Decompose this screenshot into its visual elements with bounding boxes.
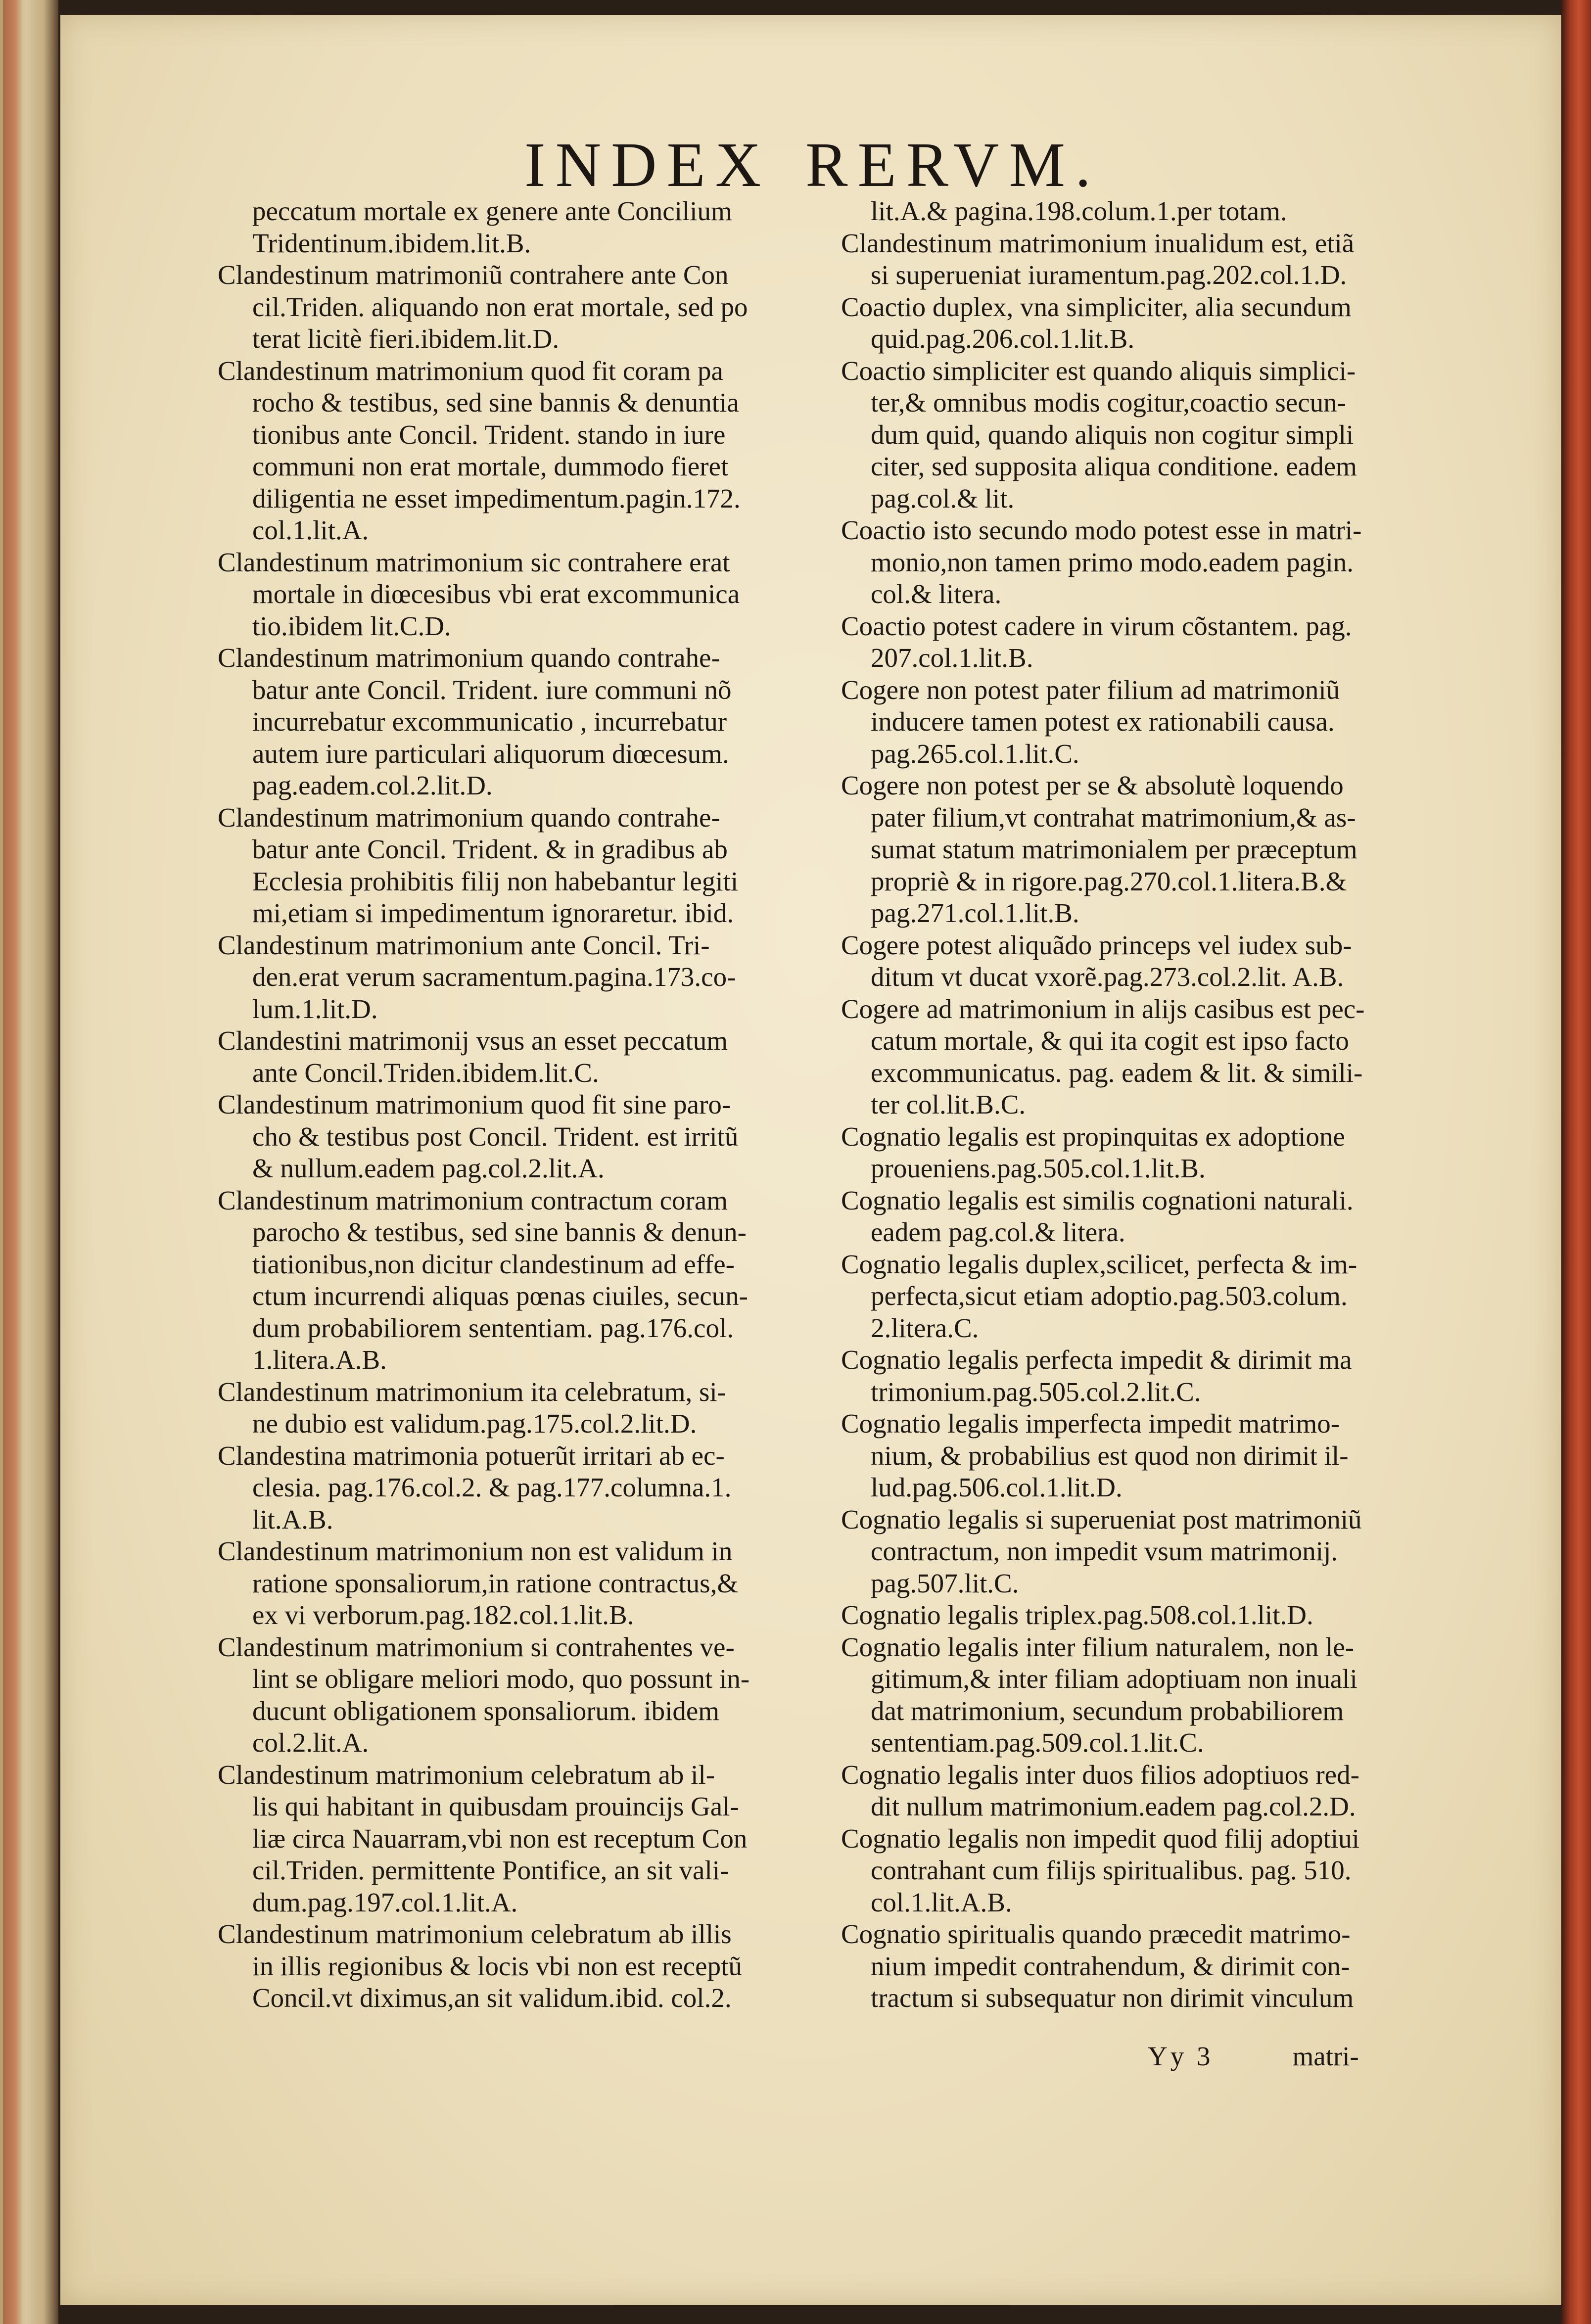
- index-line: Clandestinum matrimonium quando contrahe-: [218, 643, 720, 673]
- index-line: Coactio simpliciter est quando aliquis simplici-: [841, 355, 1356, 386]
- index-line: perfecta,sicut etiam adoptio.pag.503.colum.: [871, 1281, 1348, 1311]
- index-line: Cognatio legalis inter filium naturalem, non le-: [841, 1631, 1355, 1662]
- red-fore-edge: [1561, 0, 1591, 2324]
- index-line: ex vi verborum.pag.182.col.1.lit.B.: [252, 1600, 634, 1630]
- index-line: Cognatio legalis non impedit quod filij adoptiui: [841, 1823, 1359, 1854]
- index-line: Cognatio legalis triplex.pag.508.col.1.lit.D.: [841, 1600, 1313, 1630]
- index-line: lis qui habitant in quibusdam prouincijs Gal-: [252, 1791, 739, 1821]
- index-line: ducunt obligationem sponsaliorum. ibidem: [252, 1695, 720, 1726]
- index-line: in illis regionibus & locis vbi non est receptũ: [252, 1951, 742, 1981]
- index-line: ratione sponsaliorum,in ratione contractus,&: [252, 1568, 739, 1598]
- index-line: Clandestinum matrimonium contractum coram: [218, 1185, 728, 1215]
- index-line: Cognatio spiritualis quando præcedit matrimo-: [841, 1919, 1351, 1949]
- index-line: sententiam.pag.509.col.1.lit.C.: [871, 1727, 1204, 1758]
- index-line: Cognatio legalis imperfecta impedit matrimo-: [841, 1408, 1340, 1439]
- index-line: Clandestinum matrimonium non est validum in: [218, 1536, 733, 1566]
- index-line: tractum si subsequatur non dirimit vinculum: [871, 1983, 1354, 2013]
- index-line: quid.pag.206.col.1.lit.B.: [871, 324, 1135, 354]
- index-line: dit nullum matrimonium.eadem pag.col.2.D.: [871, 1791, 1356, 1821]
- index-line: mortale in diœcesibus vbi erat excommunica: [252, 579, 740, 609]
- index-line: inducere tamen potest ex rationabili causa.: [871, 706, 1335, 737]
- index-line: 2.litera.C.: [871, 1312, 979, 1343]
- index-line: Coactio duplex, vna simpliciter, alia secundum: [841, 291, 1352, 322]
- index-line: & nullum.eadem pag.col.2.lit.A.: [252, 1153, 605, 1183]
- index-line: den.erat verum sacramentum.pagina.173.co-: [252, 962, 736, 992]
- signature-mark: Yy 3: [1148, 2041, 1214, 2071]
- index-line: Clandestini matrimonij vsus an esset peccatum: [218, 1025, 728, 1056]
- index-line: Cognatio legalis inter duos filios adoptiuos red-: [841, 1759, 1359, 1790]
- index-line: Clandestinum matrimonium quando contrahe-: [218, 802, 720, 833]
- index-line: Clandestinum matrimonium si contrahentes ve-: [218, 1631, 735, 1662]
- index-line: monio,non tamen primo modo.eadem pagin.: [871, 547, 1354, 577]
- index-line: trimonium.pag.505.col.2.lit.C.: [871, 1376, 1201, 1407]
- index-line: diligentia ne esset impedimentum.pagin.172.: [252, 483, 741, 513]
- right-column: [806, 195, 1445, 2014]
- index-line: Tridentinum.ibidem.lit.B.: [252, 228, 531, 258]
- index-line: pag.col.& lit.: [871, 483, 1015, 513]
- index-line: col.& litera.: [871, 579, 1002, 609]
- index-line: Clandestinum matrimonium quod fit sine paro-: [218, 1089, 731, 1119]
- index-line: gitimum,& inter filiam adoptiuam non inuali: [871, 1664, 1357, 1694]
- index-line: Cognatio legalis est similis cognationi naturali.: [841, 1185, 1354, 1215]
- index-line: col.1.lit.A.B.: [871, 1887, 1012, 1917]
- index-line: contractum, non impedit vsum matrimonij.: [871, 1536, 1338, 1566]
- index-line: Cognatio legalis si superueniat post matrimoniũ: [841, 1504, 1362, 1534]
- index-line: mi,etiam si impedimentum ignoraretur. ibid.: [252, 898, 734, 928]
- index-line: lud.pag.506.col.1.lit.D.: [871, 1472, 1123, 1502]
- index-line: dat matrimonium, secundum probabiliorem: [871, 1695, 1344, 1726]
- index-line: lum.1.lit.D.: [252, 993, 378, 1024]
- index-line: tio.ibidem lit.C.D.: [252, 610, 451, 641]
- index-line: Clandestinum matrimonium ita celebratum, si-: [218, 1376, 726, 1407]
- index-line: dum.pag.197.col.1.lit.A.: [252, 1887, 518, 1917]
- header-word-index: INDEX: [524, 130, 771, 200]
- index-line: cil.Triden. aliquando non erat mortale, sed po: [252, 291, 748, 322]
- index-line: excommunicatus. pag. eadem & lit. & simili-: [871, 1057, 1363, 1088]
- index-line: eadem pag.col.& litera.: [871, 1217, 1125, 1247]
- index-line: Cogere non potest per se & absolutè loquendo: [841, 770, 1344, 800]
- index-line: Clandestinum matrimoniũ contrahere ante Con: [218, 260, 729, 290]
- index-line: col.1.lit.A.: [252, 515, 369, 545]
- index-line: cho & testibus post Concil. Trident. est irritũ: [252, 1121, 739, 1152]
- index-line: Clandestinum matrimonium inualidum est, etiã: [841, 228, 1355, 258]
- index-line: sumat statum matrimonialem per præceptum: [871, 834, 1357, 864]
- index-line: parocho & testibus, sed sine bannis & denun-: [252, 1217, 747, 1247]
- index-line: Cognatio legalis perfecta impedit & dirimit ma: [841, 1345, 1352, 1375]
- index-line: Cognatio legalis est propinquitas ex adoptione: [841, 1121, 1345, 1152]
- index-line: catum mortale, & qui ita cogit est ipso facto: [871, 1025, 1349, 1056]
- index-line: pag.271.col.1.lit.B.: [871, 898, 1079, 928]
- index-line: terat licitè fieri.ibidem.lit.D.: [252, 324, 560, 354]
- page-footer: [1148, 2041, 1359, 2072]
- index-line: Clandestinum matrimonium ante Concil. Tri-: [218, 930, 710, 960]
- index-line: lint se obligare meliori modo, quo possunt in-: [252, 1664, 750, 1694]
- index-line: ditum vt ducat vxorẽ.pag.273.col.2.lit. A.B.: [871, 962, 1344, 992]
- index-line: Cognatio legalis duplex,scilicet, perfecta & im-: [841, 1249, 1357, 1279]
- index-line: ter col.lit.B.C.: [871, 1089, 1026, 1119]
- index-line: liæ circa Nauarram,vbi non est receptum Con: [252, 1823, 748, 1854]
- index-line: ter,& omnibus modis cogitur,coactio secun-: [871, 387, 1346, 418]
- header-word-rerum: RERVM.: [805, 130, 1101, 200]
- index-line: propriè & in rigore.pag.270.col.1.litera.B.&: [871, 866, 1347, 896]
- index-line: 207.col.1.lit.B.: [871, 643, 1033, 673]
- index-line: col.2.lit.A.: [252, 1727, 369, 1758]
- index-line: Coactio potest cadere in virum cõstantem. pag.: [841, 610, 1352, 641]
- index-line: nium impedit contrahendum, & dirimit con-: [871, 1951, 1350, 1981]
- index-line: ctum incurrendi aliquas pœnas ciuiles, secun-: [252, 1281, 748, 1311]
- binding-edge: [3, 0, 23, 2324]
- index-line: cil.Triden. permittente Pontifice, an sit vali-: [252, 1855, 729, 1885]
- index-line: dum quid, quando aliquis non cogitur simpli: [871, 419, 1354, 450]
- index-line: Cogere potest aliquãdo princeps vel iudex sub-: [841, 930, 1352, 960]
- index-line: pag.507.lit.C.: [871, 1568, 1019, 1598]
- index-line: Concil.vt diximus,an sit validum.ibid. col.2.: [252, 1983, 732, 2013]
- index-line: lit.A.B.: [252, 1504, 333, 1534]
- index-line: incurrebatur excommunicatio , incurrebatur: [252, 706, 727, 737]
- left-column: [193, 195, 831, 2014]
- index-line: dum probabiliorem sententiam. pag.176.col.: [252, 1312, 734, 1343]
- index-line: ante Concil.Triden.ibidem.lit.C.: [252, 1057, 599, 1088]
- index-line: batur ante Concil. Trident. iure communi nõ: [252, 674, 732, 705]
- index-line: contrahant cum filijs spiritualibus. pag. 510.: [871, 1855, 1352, 1885]
- index-line: lit.A.& pagina.198.colum.1.per totam.: [871, 196, 1287, 226]
- index-line: citer, sed supposita aliqua conditione. eadem: [871, 451, 1357, 481]
- index-line: Clandestina matrimonia potuerũt irritari ab ec-: [218, 1440, 725, 1471]
- index-line: tiationibus,non dicitur clandestinum ad effe-: [252, 1249, 735, 1279]
- index-line: tionibus ante Concil. Trident. stando in iure: [252, 419, 726, 450]
- index-line: si superueniat iuramentum.pag.202.col.1.D.: [871, 260, 1347, 290]
- index-line: autem iure particulari aliquorum diœcesum.: [252, 738, 729, 769]
- index-line: ne dubio est validum.pag.175.col.2.lit.D.: [252, 1408, 697, 1439]
- index-line: rocho & testibus, sed sine bannis & denuntia: [252, 387, 739, 418]
- index-line: pater filium,vt contrahat matrimonium,& as-: [871, 802, 1356, 833]
- index-line: clesia. pag.176.col.2. & pag.177.columna.1.: [252, 1472, 732, 1502]
- catchword: matri-: [1292, 2041, 1359, 2071]
- index-line: proueniens.pag.505.col.1.lit.B.: [871, 1153, 1206, 1183]
- index-line: pag.eadem.col.2.lit.D.: [252, 770, 493, 800]
- index-line: communi non erat mortale, dummodo fieret: [252, 451, 729, 481]
- index-line: Clandestinum matrimonium quod fit coram pa: [218, 355, 723, 386]
- index-line: Clandestinum matrimonium celebratum ab illis: [218, 1919, 732, 1949]
- index-line: nium, & probabilius est quod non dirimit il-: [871, 1440, 1349, 1471]
- index-line: peccatum mortale ex genere ante Concilium: [252, 196, 732, 226]
- index-line: pag.265.col.1.lit.C.: [871, 738, 1079, 769]
- index-line: 1.litera.A.B.: [252, 1345, 387, 1375]
- index-line: batur ante Concil. Trident. & in gradibus ab: [252, 834, 728, 864]
- index-line: Clandestinum matrimonium sic contrahere erat: [218, 547, 730, 577]
- index-line: Cogere non potest pater filium ad matrimoniũ: [841, 674, 1340, 705]
- index-line: Clandestinum matrimonium celebratum ab il-: [218, 1759, 715, 1790]
- index-line: Ecclesia prohibitis filij non habebantur legiti: [252, 866, 739, 896]
- page-header: [524, 129, 1101, 201]
- index-line: Cogere ad matrimonium in alijs casibus est pec-: [841, 993, 1365, 1024]
- index-line: Coactio isto secundo modo potest esse in matri-: [841, 515, 1362, 545]
